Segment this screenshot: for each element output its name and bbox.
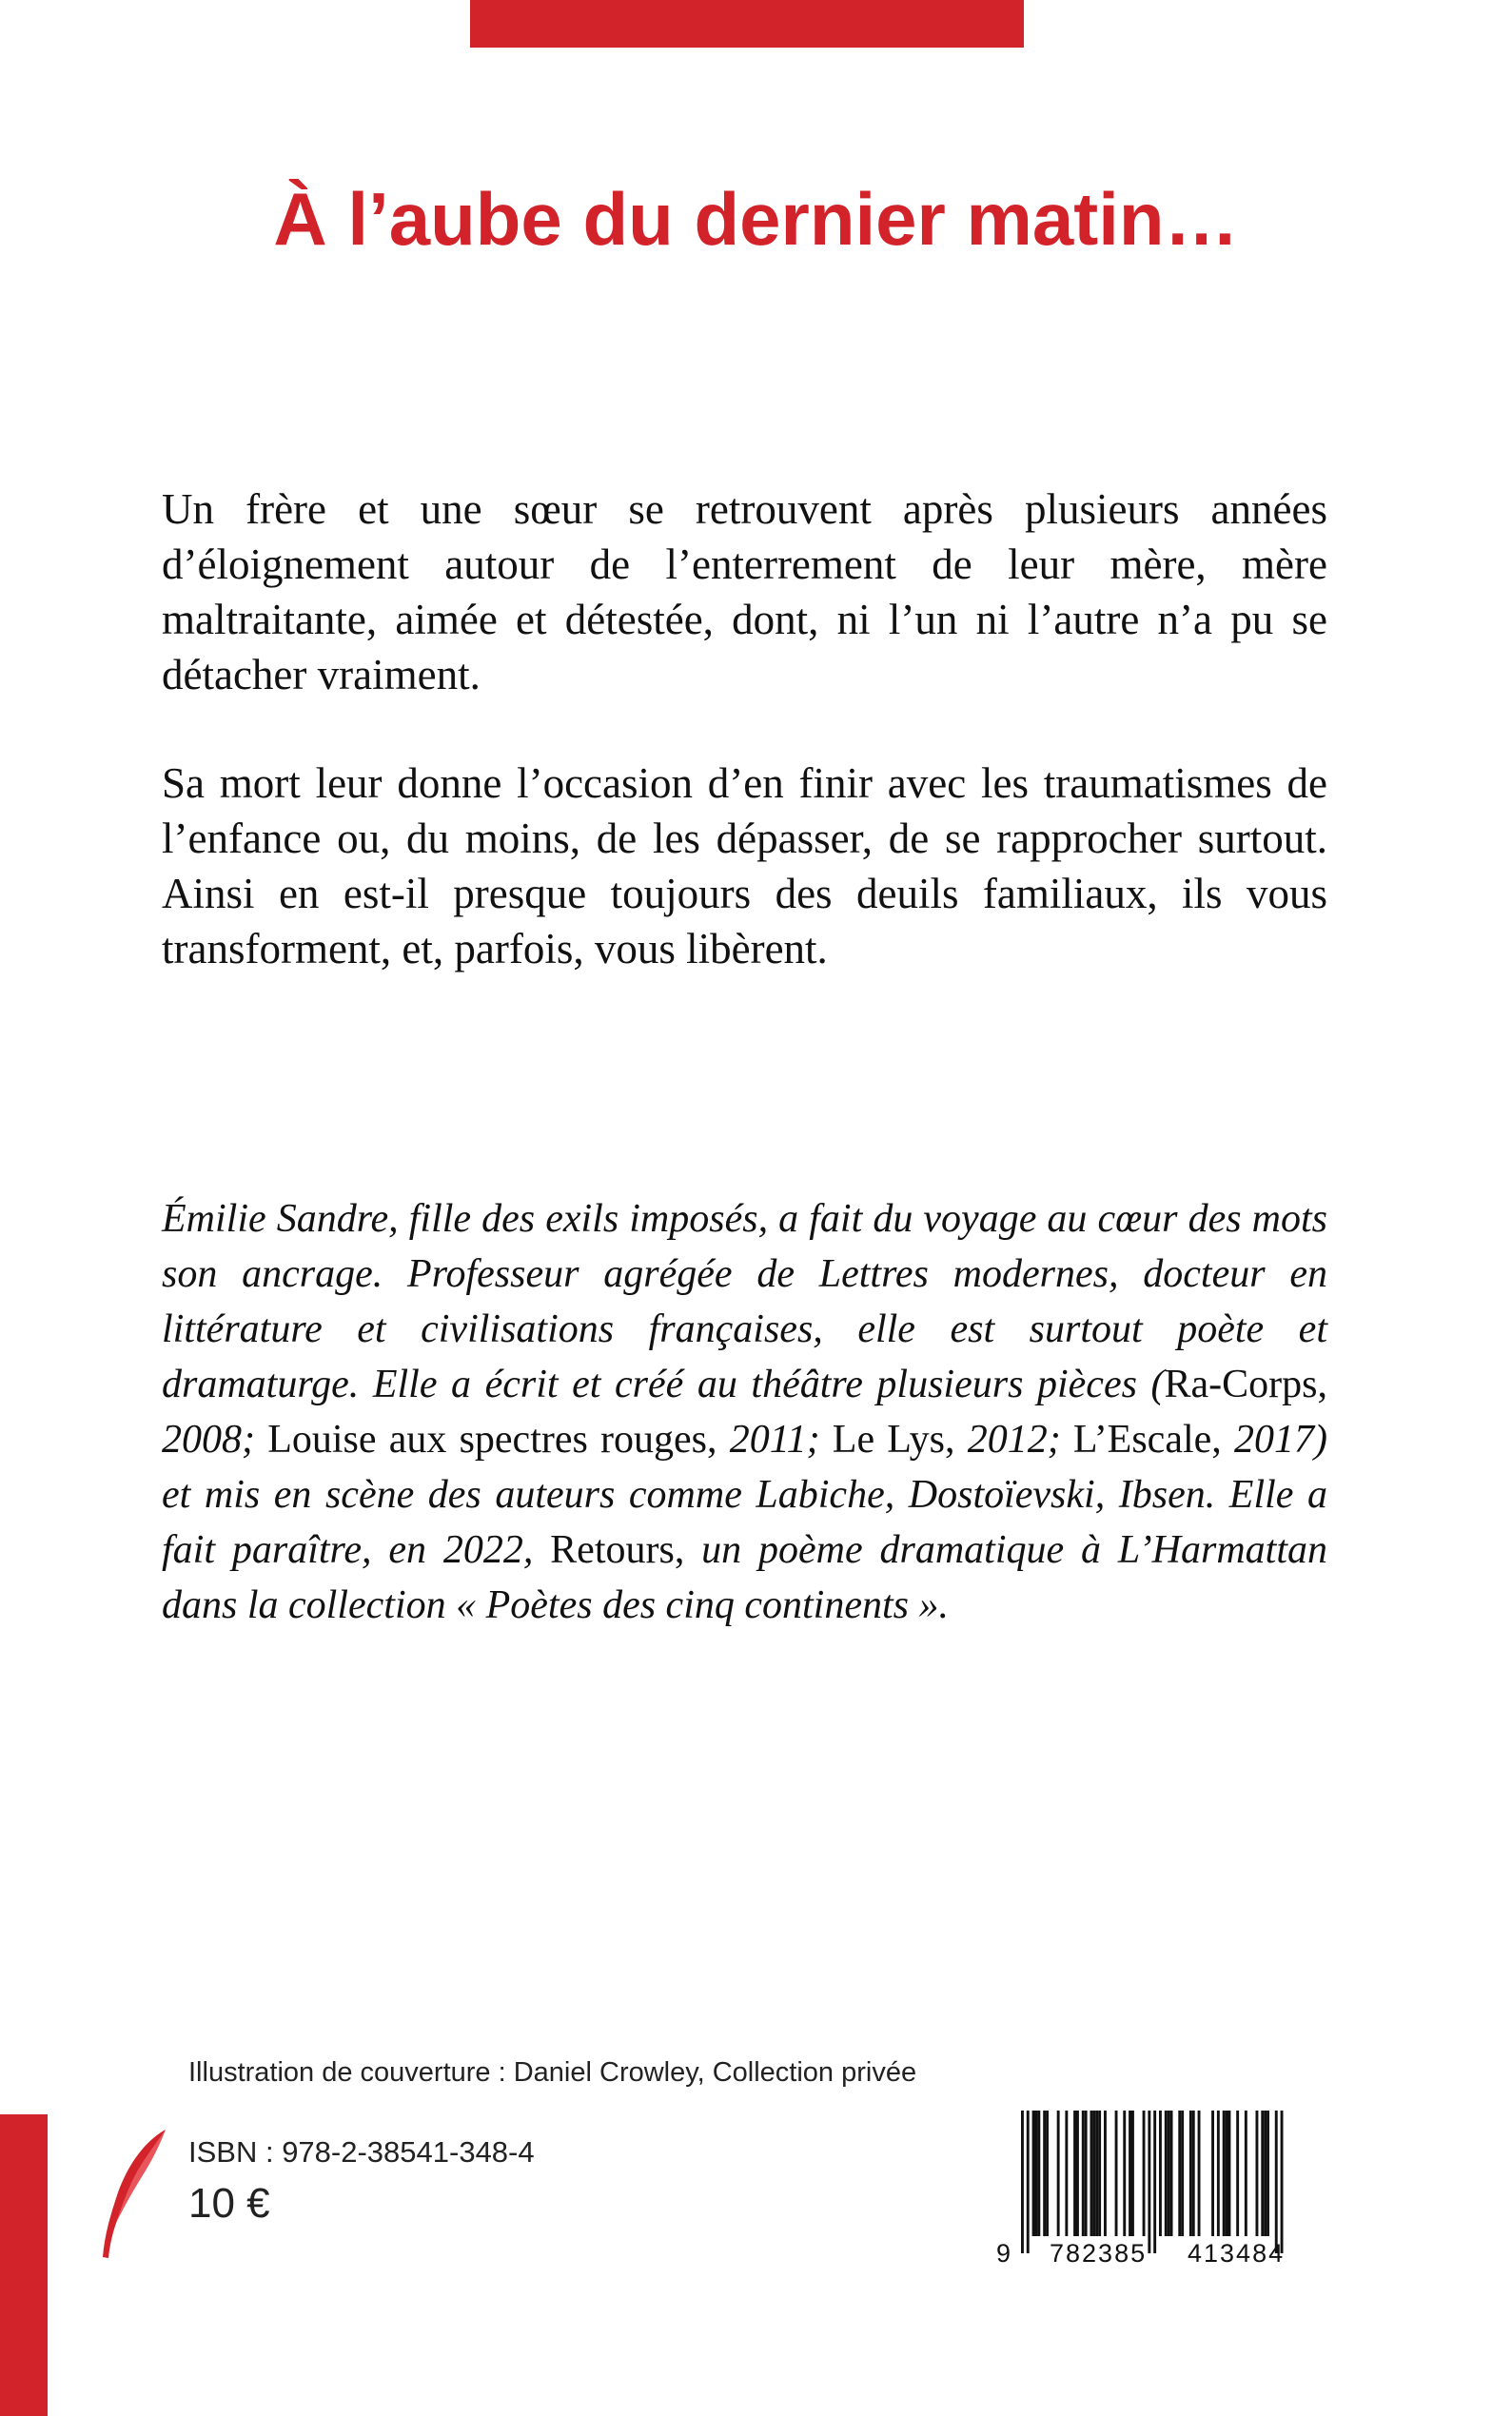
bio-text-4: 2012; <box>954 1418 1073 1462</box>
bio-work-retours: Retours, <box>550 1528 685 1572</box>
summary-paragraph-2: Sa mort leur donne l’occasion d’en finir avec les traumatismes de l’enfance ou, du moins, de les dépasser, de se rapprocher surtout. Ainsi en est-il presque toujours des deuils familiaux, ils vous transforment, et, parfois, vous libèrent. <box>162 759 1327 972</box>
top-accent-bar <box>470 0 1024 48</box>
barcode-bar <box>1035 2111 1038 2236</box>
barcode-bar <box>1223 2111 1226 2236</box>
barcode-bar <box>1043 2111 1046 2236</box>
bio-work-le-lys: Le Lys, <box>832 1418 955 1462</box>
barcode-bar <box>1153 2111 1156 2253</box>
barcode-bar <box>1046 2111 1049 2236</box>
summary-paragraph-1: Un frère et une sœur se retrouvent après plusieurs années d’éloignement autour de l’enterrement de leur mère, mère maltraitante, aimée et détestée, dont, ni l’un ni l’autre n’a pu se détacher vraiment. <box>162 485 1327 698</box>
barcode-bar <box>1021 2111 1024 2253</box>
barcode-bar <box>1037 2111 1040 2236</box>
bio-work-escale: L’Escale, <box>1072 1418 1222 1462</box>
ean-barcode <box>992 2111 1302 2272</box>
barcode-bar <box>1261 2111 1264 2236</box>
barcode-bar <box>1217 2111 1220 2236</box>
bio-work-ra-corps: Ra-Corps, <box>1164 1363 1327 1406</box>
barcode-bar <box>1159 2111 1162 2236</box>
barcode-bar <box>1168 2111 1170 2236</box>
bio-text-1: Émilie Sandre, fille des exils imposés, a fait du voyage au cœur des mots son ancrage. Professeur agrégée de Lettres modernes, docteur en littérature et civilisations françaises, elle est surtout poète et dramaturge. Elle a écrit et créé au théâtre plusieurs pièces ( <box>162 1197 1327 1406</box>
barcode-bar <box>1065 2111 1068 2236</box>
barcode-bar <box>1098 2111 1101 2236</box>
barcode-bar <box>1256 2111 1259 2236</box>
barcode-bar <box>1264 2111 1267 2236</box>
red-quill-feather-icon <box>95 2128 171 2261</box>
barcode-bar <box>1085 2111 1088 2236</box>
barcode-bar <box>1165 2111 1168 2236</box>
barcode-bar <box>1281 2111 1284 2253</box>
barcode-bar <box>1143 2111 1146 2236</box>
barcode-bar <box>1131 2111 1134 2236</box>
barcode-bar <box>1027 2111 1030 2253</box>
barcode-bar <box>1198 2111 1201 2236</box>
book-title: À l’aube du dernier matin… <box>273 177 1239 261</box>
isbn-number: ISBN : 978-2-38541-348-4 <box>188 2135 535 2169</box>
illustration-credit: Illustration de couverture : Daniel Crowley, Collection privée <box>188 2057 917 2088</box>
barcode-left-group: 782385 <box>1050 2239 1148 2268</box>
barcode-bar <box>1123 2111 1126 2236</box>
barcode-bar <box>1148 2111 1150 2253</box>
side-accent-bar <box>0 2114 48 2416</box>
barcode-bar <box>1189 2111 1192 2236</box>
barcode-bar <box>1073 2111 1076 2236</box>
barcode-bar <box>1129 2111 1131 2236</box>
barcode-right-group: 413484 <box>1188 2239 1286 2268</box>
barcode-first-digit: 9 <box>996 2239 1011 2268</box>
bio-work-louise: Louise aux spectres rouges, <box>267 1418 717 1462</box>
barcode-bar <box>1267 2111 1269 2236</box>
bio-text-2: 2008; <box>162 1418 268 1462</box>
barcode-bar <box>1226 2111 1228 2236</box>
barcode-bar <box>1211 2111 1214 2236</box>
barcode-bar <box>1181 2111 1184 2236</box>
barcode-bar <box>1236 2111 1239 2236</box>
bio-text-3: 2011; <box>717 1418 833 1462</box>
author-biography <box>162 1191 1327 1633</box>
barcode-bar <box>1104 2111 1107 2236</box>
barcode-bar <box>1092 2111 1095 2236</box>
barcode-bar <box>1245 2111 1247 2236</box>
bio-text-5: 2017) et mis en scène des auteurs comme Labiche, Dostoïevski, Ibsen. Elle a fait paraître, en 2022, <box>162 1418 1327 1572</box>
book-price: 10 € <box>188 2180 270 2227</box>
barcode-bar <box>1115 2111 1118 2236</box>
barcode-bar <box>1228 2111 1231 2236</box>
barcode-bar <box>1192 2111 1195 2236</box>
barcode-bar <box>1082 2111 1085 2236</box>
barcode-digits <box>992 2234 1302 2272</box>
barcode-bar <box>1032 2111 1035 2236</box>
barcode-bar <box>1275 2111 1278 2253</box>
barcode-bar <box>1090 2111 1093 2236</box>
barcode-bar <box>1095 2111 1098 2236</box>
bio-text-6: un poème dramatique à L’Harmattan dans la collection « Poètes des cinq continents ». <box>162 1528 1327 1627</box>
barcode-bar <box>1076 2111 1079 2236</box>
barcode-bar <box>1170 2111 1173 2236</box>
barcode-bar <box>1057 2111 1060 2236</box>
barcode-bar <box>1178 2111 1181 2236</box>
